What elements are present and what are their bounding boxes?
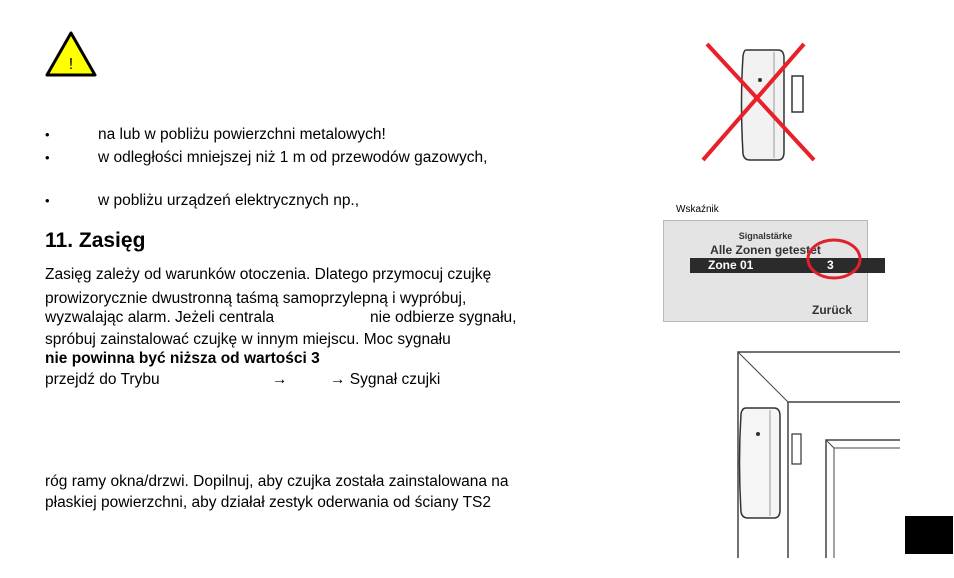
bullet-dot-1: • — [45, 127, 50, 142]
bullet-dot-3: • — [45, 193, 50, 208]
bullet-item-3: w pobliżu urządzeń elektrycznych np., — [98, 192, 360, 209]
bottom-line-1: róg ramy okna/drzwi. Dopilnuj, aby czujka została zainstalowana na — [45, 473, 509, 490]
menu-path-start: przejdź do Trybu — [45, 371, 160, 388]
lcd-zone-value: 3 — [827, 258, 834, 272]
paragraph-line-4: spróbuj zainstalować czujkę w innym miejscu. Moc sygnału — [45, 331, 451, 348]
lcd-line-2: Alle Zonen getestet — [710, 243, 821, 257]
warning-symbol: ! — [68, 56, 74, 73]
paragraph-line-3b: nie odbierze sygnału, — [370, 309, 517, 326]
paragraph-bold-line: nie powinna być niższa od wartości 3 — [45, 350, 320, 367]
lcd-zone-label: Zone 01 — [708, 258, 754, 272]
page-number-box — [905, 516, 953, 554]
menu-path-arrow: → — [272, 371, 288, 388]
bullet-item-1: na lub w pobliżu powierzchni metalowych! — [98, 126, 386, 143]
paragraph-line-1: Zasięg zależy od warunków otoczenia. Dlatego przymocuj czujkę — [45, 266, 492, 283]
bottom-line-2: płaskiej powierzchni, aby działał zestyk oderwania od ściany TS2 — [45, 494, 491, 511]
warning-icon — [45, 31, 97, 77]
lcd-back-label: Zurück — [812, 303, 853, 317]
signal-value-circle — [804, 237, 864, 281]
bullet-dot-2: • — [45, 150, 50, 165]
section-title: 11. Zasięg — [45, 229, 146, 252]
paragraph-line-2: prowizorycznie dwustronną taśmą samoprzylepną i wypróbuj, — [45, 290, 467, 307]
bullet-item-2: w odległości mniejszej niż 1 m od przewodów gazowych, — [98, 149, 488, 166]
window-frame-detector-image — [730, 350, 900, 560]
indicator-caption: Wskaźnik — [676, 204, 719, 215]
signal-strength-display — [663, 220, 868, 322]
lcd-title: Signalstärke — [738, 231, 793, 241]
paragraph-line-3a: wyzwalając alarm. Jeżeli centrala — [45, 309, 275, 326]
menu-path-end: → Sygnał czujki — [330, 371, 441, 388]
crossed-detector-image — [700, 42, 820, 164]
